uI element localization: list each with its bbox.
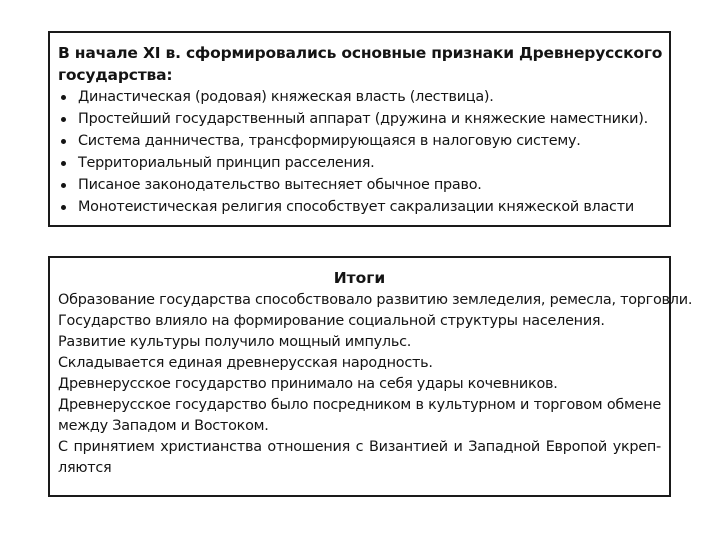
features-heading-line-2: государства: xyxy=(58,66,173,84)
result-line: Развитие культуры получило мощный импульс. xyxy=(58,334,412,350)
list-item-text: Монотеистическая религия способствует сакрализации княжеской власти xyxy=(78,199,634,215)
list-item-text: Писаное законодательство вытесняет обычное право. xyxy=(78,177,482,193)
list-item xyxy=(58,108,661,130)
features-panel xyxy=(48,31,671,227)
result-line: между Западом и Востоком. xyxy=(58,418,269,434)
result-line: ляются xyxy=(58,460,112,476)
bullet-icon xyxy=(61,95,66,100)
list-item xyxy=(58,174,661,196)
list-item xyxy=(58,196,661,218)
result-line: С принятием христианства отношения с Византией и Западной Европой укреп- xyxy=(58,439,661,455)
bullet-icon xyxy=(61,205,66,210)
result-line: Государство влияло на формирование социальной структуры населения. xyxy=(58,313,605,329)
result-line: Образование государства способствовало развитию земледелия, ремесла, торговли. xyxy=(58,292,693,308)
list-item xyxy=(58,86,661,108)
bullet-icon xyxy=(61,117,66,122)
result-line: Древнерусское государство было посредником в культурном и торговом обмене xyxy=(58,397,661,413)
bullet-icon xyxy=(61,139,66,144)
list-item xyxy=(58,130,661,152)
list-item-text: Система данничества, трансформирующаяся в налоговую систему. xyxy=(78,133,581,149)
list-item-text: Территориальный принцип расселения. xyxy=(78,155,375,171)
bullet-icon xyxy=(61,161,66,166)
result-line: Древнерусское государство принимало на себя удары кочевников. xyxy=(58,376,558,392)
features-list xyxy=(58,86,661,218)
results-title: Итоги xyxy=(333,269,386,287)
features-heading-line-1: В начале XI в. сформировались основные признаки Древнерусского xyxy=(58,44,663,62)
result-line: Складывается единая древнерусская народность. xyxy=(58,355,433,371)
list-item-text: Простейший государственный аппарат (дружина и княжеские наместники). xyxy=(78,111,648,127)
bullet-icon xyxy=(61,183,66,188)
list-item xyxy=(58,152,661,174)
results-panel xyxy=(48,256,693,497)
list-item-text: Династическая (родовая) княжеская власть (лествица). xyxy=(78,89,494,105)
